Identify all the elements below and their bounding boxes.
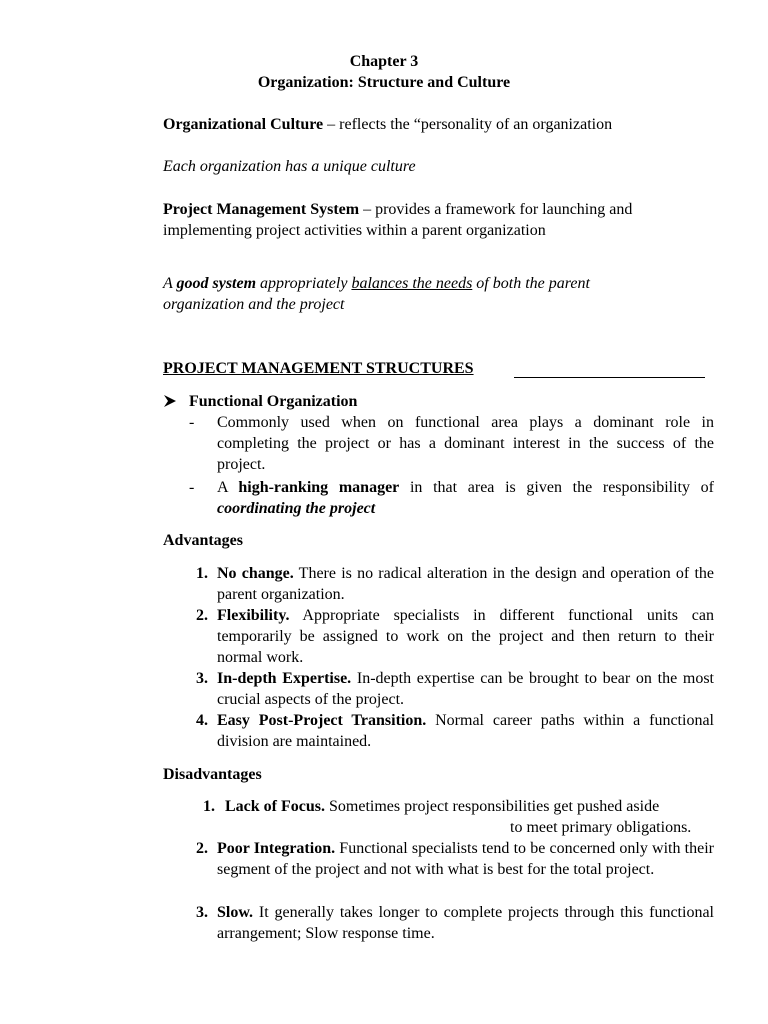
disadvantage-number: 1. — [203, 798, 215, 815]
advantage-item: In-depth Expertise. In-depth expertise can be brought to bear on the most crucial aspects of the project. — [217, 670, 715, 708]
chapter-title: Organization: Structure and Culture — [257, 74, 511, 91]
good-system-statement: A good system appropriately balances the needs of both the parent organization and the project — [163, 275, 590, 313]
advantage-number: 1. — [196, 565, 208, 582]
pms-definition — [163, 199, 723, 241]
disadvantage-number: 2. — [196, 840, 208, 857]
advantage-item: No change. There is no radical alteration in the design and operation of the parent organization. — [217, 565, 714, 603]
arrow-bullet-icon — [163, 394, 177, 408]
disadvantage-item-continuation: to meet primary obligations. — [510, 819, 692, 836]
pms-text: – provides a framework for launching and implementing project activities within a parent organization — [163, 201, 633, 239]
advantage-number: 3. — [196, 670, 208, 687]
advantages-heading: Advantages — [163, 532, 244, 549]
bullet-dash: - — [189, 479, 195, 496]
pms-term: Project Management System — [163, 201, 360, 218]
good-system-bold: good system — [176, 275, 257, 292]
chapter-number: Chapter 3 — [349, 53, 419, 70]
advantage-number: 2. — [196, 607, 208, 624]
disadvantage-item: Slow. It generally takes longer to complete projects through this functional arrangement; Slow response time. — [217, 904, 714, 942]
org-culture-definition — [163, 114, 612, 135]
advantage-number: 4. — [196, 712, 208, 729]
functional-org-title: Functional Organization — [189, 393, 358, 410]
heading-underline-rule — [514, 377, 705, 378]
disadvantage-item: Lack of Focus. Sometimes project responsibilities get pushed aside — [225, 798, 660, 815]
bullet-dash: - — [189, 414, 195, 431]
balances-needs-underlined: balances the needs — [351, 275, 473, 292]
disadvantage-number: 3. — [196, 904, 208, 921]
structures-heading: PROJECT MANAGEMENT STRUCTURES — [163, 360, 474, 377]
org-culture-term: Organizational Culture — [163, 116, 324, 133]
org-culture-text: – reflects the “personality of an organization — [323, 116, 613, 133]
advantage-item: Easy Post-Project Transition. Normal career paths within a functional division are maintained. — [217, 712, 714, 750]
disadvantage-item: Poor Integration. Functional specialists tend to be concerned only with their segment of the project and not with what is best for the total project. — [217, 840, 714, 878]
functional-bullet-2: A high-ranking manager in that area is given the responsibility of coordinating the project — [217, 479, 714, 517]
culture-note: Each organization has a unique culture — [163, 158, 416, 175]
advantage-item: Flexibility. Appropriate specialists in different functional units can temporarily be assigned to work on the project and then return to their normal work. — [217, 607, 714, 666]
functional-bullet-1: Commonly used when on functional area plays a dominant role in completing the project or has a dominant interest in the success of the project. — [217, 414, 714, 473]
disadvantages-heading: Disadvantages — [163, 766, 262, 783]
